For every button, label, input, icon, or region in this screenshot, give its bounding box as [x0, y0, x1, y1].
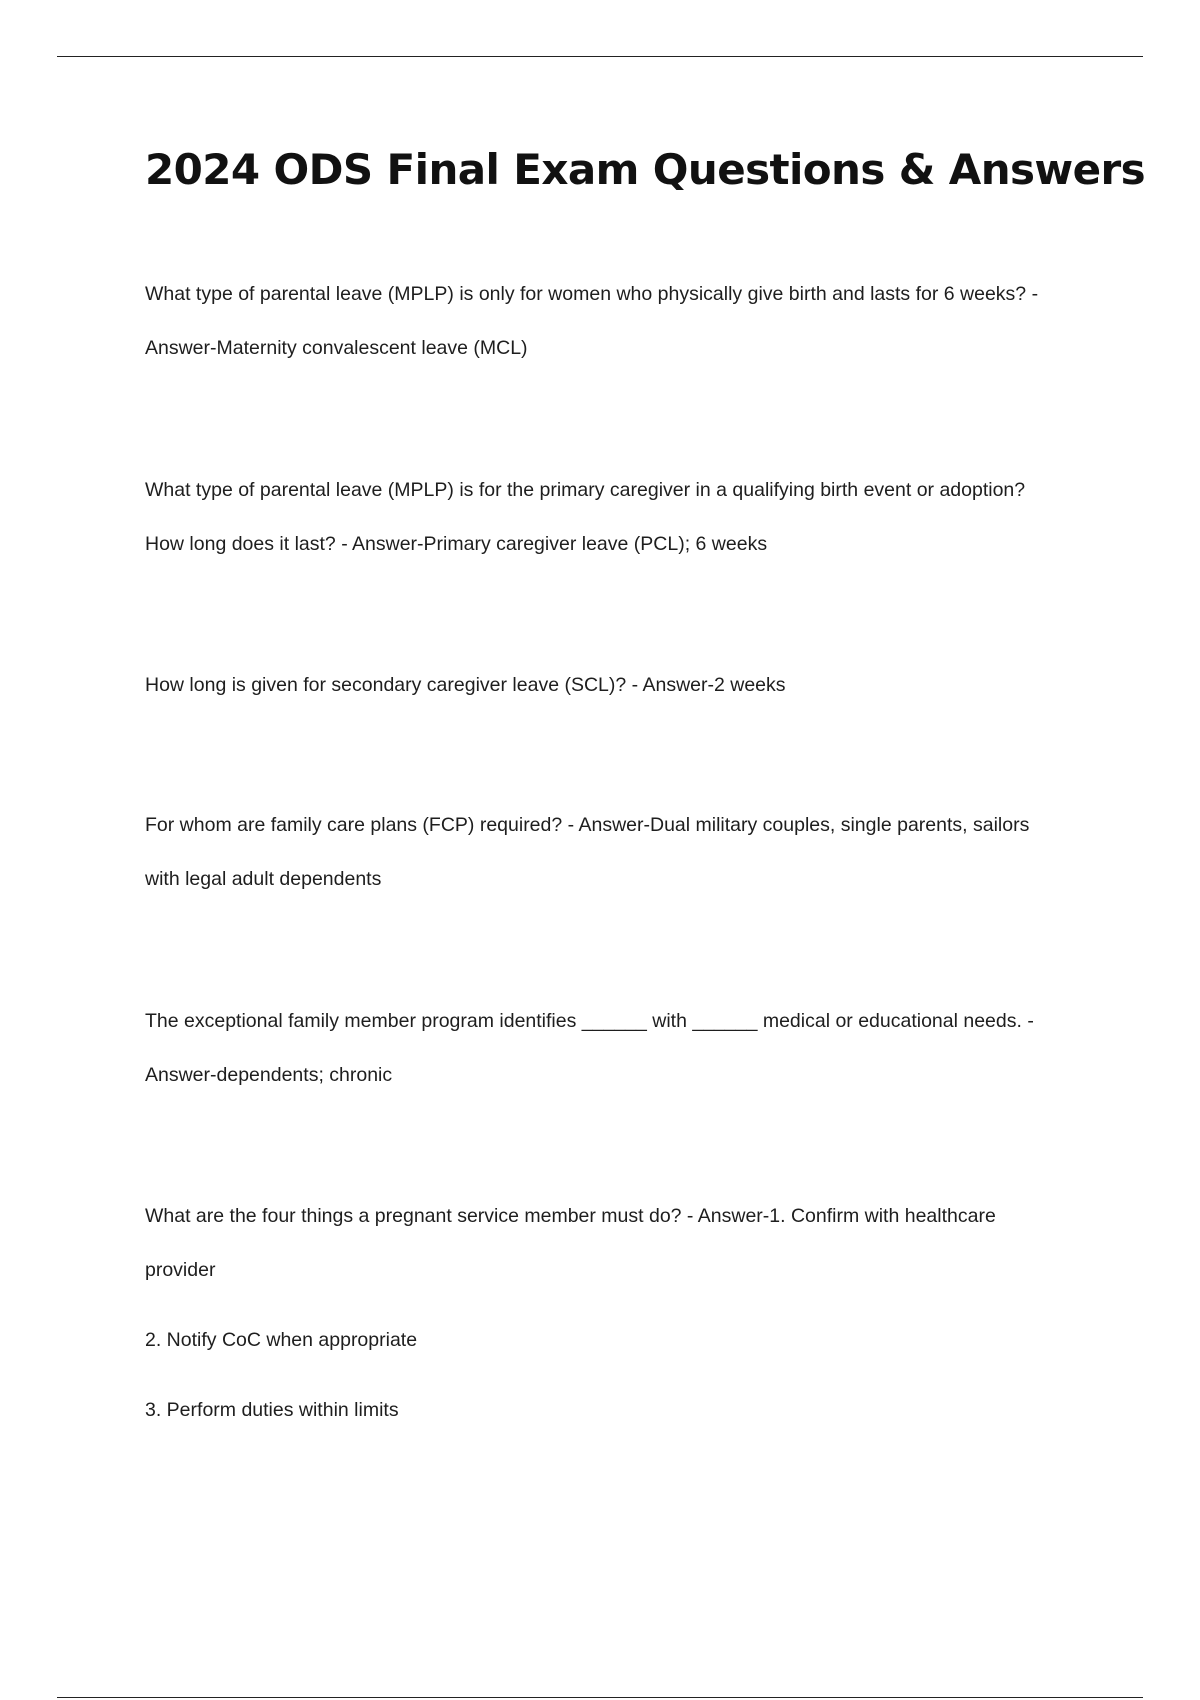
qa-4-line-2: with legal adult dependents — [145, 868, 382, 890]
qa-2-line-1: What type of parental leave (MPLP) is for the primary caregiver in a qualifying birth event or adoption? — [145, 479, 1026, 501]
qa-5-line-2: Answer-dependents; chronic — [145, 1064, 393, 1086]
qa-5-line-1: The exceptional family member program identifies ______ with ______ medical or educational needs. - — [145, 1010, 1034, 1032]
qa-6-line-3: 2. Notify CoC when appropriate — [145, 1329, 418, 1351]
qa-1-line-1: What type of parental leave (MPLP) is only for women who physically give birth and lasts for 6 weeks? - — [145, 283, 1039, 305]
footer-rule — [57, 1697, 1143, 1698]
header-rule — [57, 56, 1143, 57]
qa-6-line-1: What are the four things a pregnant service member must do? - Answer-1. Confirm with healthcare — [145, 1205, 996, 1227]
page-title: 2024 ODS Final Exam Questions & Answers — [145, 145, 1146, 194]
qa-2-line-2: How long does it last? - Answer-Primary caregiver leave (PCL); 6 weeks — [145, 533, 768, 555]
qa-4-line-1: For whom are family care plans (FCP) required? - Answer-Dual military couples, single parents, sailors — [145, 814, 1030, 836]
qa-6-line-4: 3. Perform duties within limits — [145, 1399, 399, 1421]
qa-6-line-2: provider — [145, 1259, 216, 1281]
qa-3-line-1: How long is given for secondary caregiver leave (SCL)? - Answer-2 weeks — [145, 674, 786, 696]
qa-1-line-2: Answer-Maternity convalescent leave (MCL) — [145, 337, 528, 359]
